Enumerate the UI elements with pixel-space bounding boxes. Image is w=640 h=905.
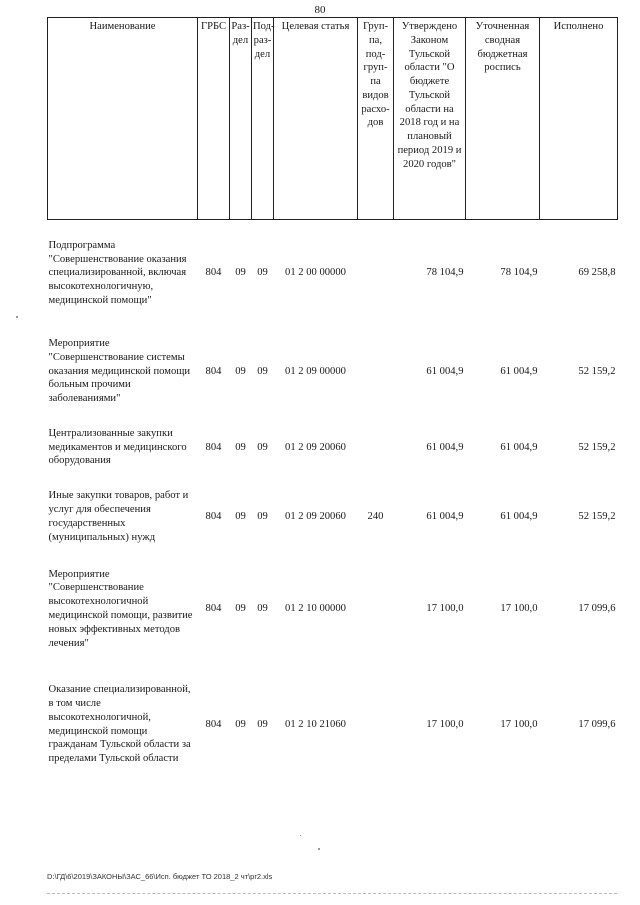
row-target-article: 01 2 10 00000 <box>285 603 346 615</box>
header-podrazdel: Под-раз-дел <box>252 18 274 220</box>
row-grbs: 804 <box>205 267 222 279</box>
row-approved: 61 004,9 <box>426 365 464 377</box>
row-executed: 52 159,2 <box>578 365 616 377</box>
row-executed: 69 258,8 <box>578 267 616 279</box>
row-grbs: 804 <box>205 441 222 453</box>
row-name: Мероприятие "Совершенствование системы оказания медицинской помощи больным прочими заболеваниями" <box>48 338 191 405</box>
header-approved-by-law: Утверждено Законом Тульской области "О бюджете Тульской области на 2018 год и на плановый период 2019 и 2020 годов" <box>394 18 466 220</box>
table-row <box>48 479 618 556</box>
row-razdel: 09 <box>235 718 246 730</box>
row-podrazdel: 09 <box>257 267 268 279</box>
row-podrazdel: 09 <box>257 603 268 615</box>
row-razdel: 09 <box>235 603 246 615</box>
table-row <box>48 663 618 787</box>
row-approved: 61 004,9 <box>426 511 464 523</box>
header-razdel: Раз-дел <box>230 18 252 220</box>
scan-speck <box>318 848 320 850</box>
row-name: Централизованные закупки медикаментов и медицинского оборудования <box>48 427 187 467</box>
row-executed: 17 099,6 <box>578 718 616 730</box>
row-name: Подпрограмма "Совершенствование оказания специализированной, включая высокотехнологичную, медицинской помощи" <box>48 239 187 306</box>
budget-table <box>47 17 618 787</box>
row-grbs: 804 <box>205 603 222 615</box>
row-podrazdel: 09 <box>257 365 268 377</box>
row-grbs: 804 <box>205 718 222 730</box>
row-approved: 61 004,9 <box>426 441 464 453</box>
row-refined: 61 004,9 <box>500 511 538 523</box>
row-executed: 52 159,2 <box>578 511 616 523</box>
row-refined: 17 100,0 <box>500 603 538 615</box>
table-row <box>48 327 618 417</box>
row-expense-group <box>358 663 394 787</box>
row-approved: 17 100,0 <box>426 603 464 615</box>
row-razdel: 09 <box>235 511 246 523</box>
row-refined: 61 004,9 <box>500 365 538 377</box>
row-approved: 17 100,0 <box>426 718 464 730</box>
row-grbs: 804 <box>205 511 222 523</box>
row-expense-group: 240 <box>367 511 384 523</box>
row-approved: 78 104,9 <box>426 267 464 279</box>
table-row <box>48 417 618 479</box>
row-expense-group <box>358 327 394 417</box>
header-executed: Исполнено <box>540 18 618 220</box>
header-target-article: Целевая статья <box>274 18 358 220</box>
row-razdel: 09 <box>235 267 246 279</box>
row-name: Мероприятие "Совершенствование высокотехнологичной медицинской помощи, развитие новых эффективных методов лечения" <box>48 568 193 649</box>
row-refined: 61 004,9 <box>500 441 538 453</box>
row-razdel: 09 <box>235 365 246 377</box>
header-expense-group: Груп-па, под-груп-па видов расхо-дов <box>358 18 394 220</box>
row-expense-group <box>358 220 394 327</box>
row-target-article: 01 2 09 20060 <box>285 441 346 453</box>
header-refined-budget: Уточненная сводная бюджетная роспись <box>466 18 540 220</box>
row-target-article: 01 2 10 21060 <box>285 718 346 730</box>
row-podrazdel: 09 <box>257 718 268 730</box>
row-razdel: 09 <box>235 441 246 453</box>
row-executed: 52 159,2 <box>578 441 616 453</box>
row-name: Иные закупки товаров, работ и услуг для обеспечения государственных (муниципальных) нужд <box>48 490 189 543</box>
table-header-row <box>48 18 618 220</box>
row-expense-group <box>358 417 394 479</box>
table-row <box>48 556 618 663</box>
row-executed: 17 099,6 <box>578 603 616 615</box>
footer-divider <box>47 893 617 894</box>
row-podrazdel: 09 <box>257 441 268 453</box>
header-name: Наименование <box>48 18 198 220</box>
row-target-article: 01 2 09 20060 <box>285 511 346 523</box>
scan-speck <box>300 835 301 836</box>
page-number: 80 <box>314 4 326 16</box>
row-name: Оказание специализированной, в том числе высокотехнологичной, медицинской помощи гражданам Тульской области за пределами Тульской области <box>48 684 191 765</box>
row-podrazdel: 09 <box>257 511 268 523</box>
row-refined: 17 100,0 <box>500 718 538 730</box>
row-target-article: 01 2 00 00000 <box>285 267 346 279</box>
row-grbs: 804 <box>205 365 222 377</box>
row-target-article: 01 2 09 00000 <box>285 365 346 377</box>
file-path-footer: D:\ГД\6\2019\ЗАКОНЫ\ЗАС_66\Исп. бюджет ТО 2018_2 чт\pr2.xls <box>47 872 273 881</box>
header-grbs: ГРБС <box>198 18 230 220</box>
table-row <box>48 220 618 327</box>
row-refined: 78 104,9 <box>500 267 538 279</box>
row-expense-group <box>358 556 394 663</box>
scan-speck <box>16 316 18 318</box>
